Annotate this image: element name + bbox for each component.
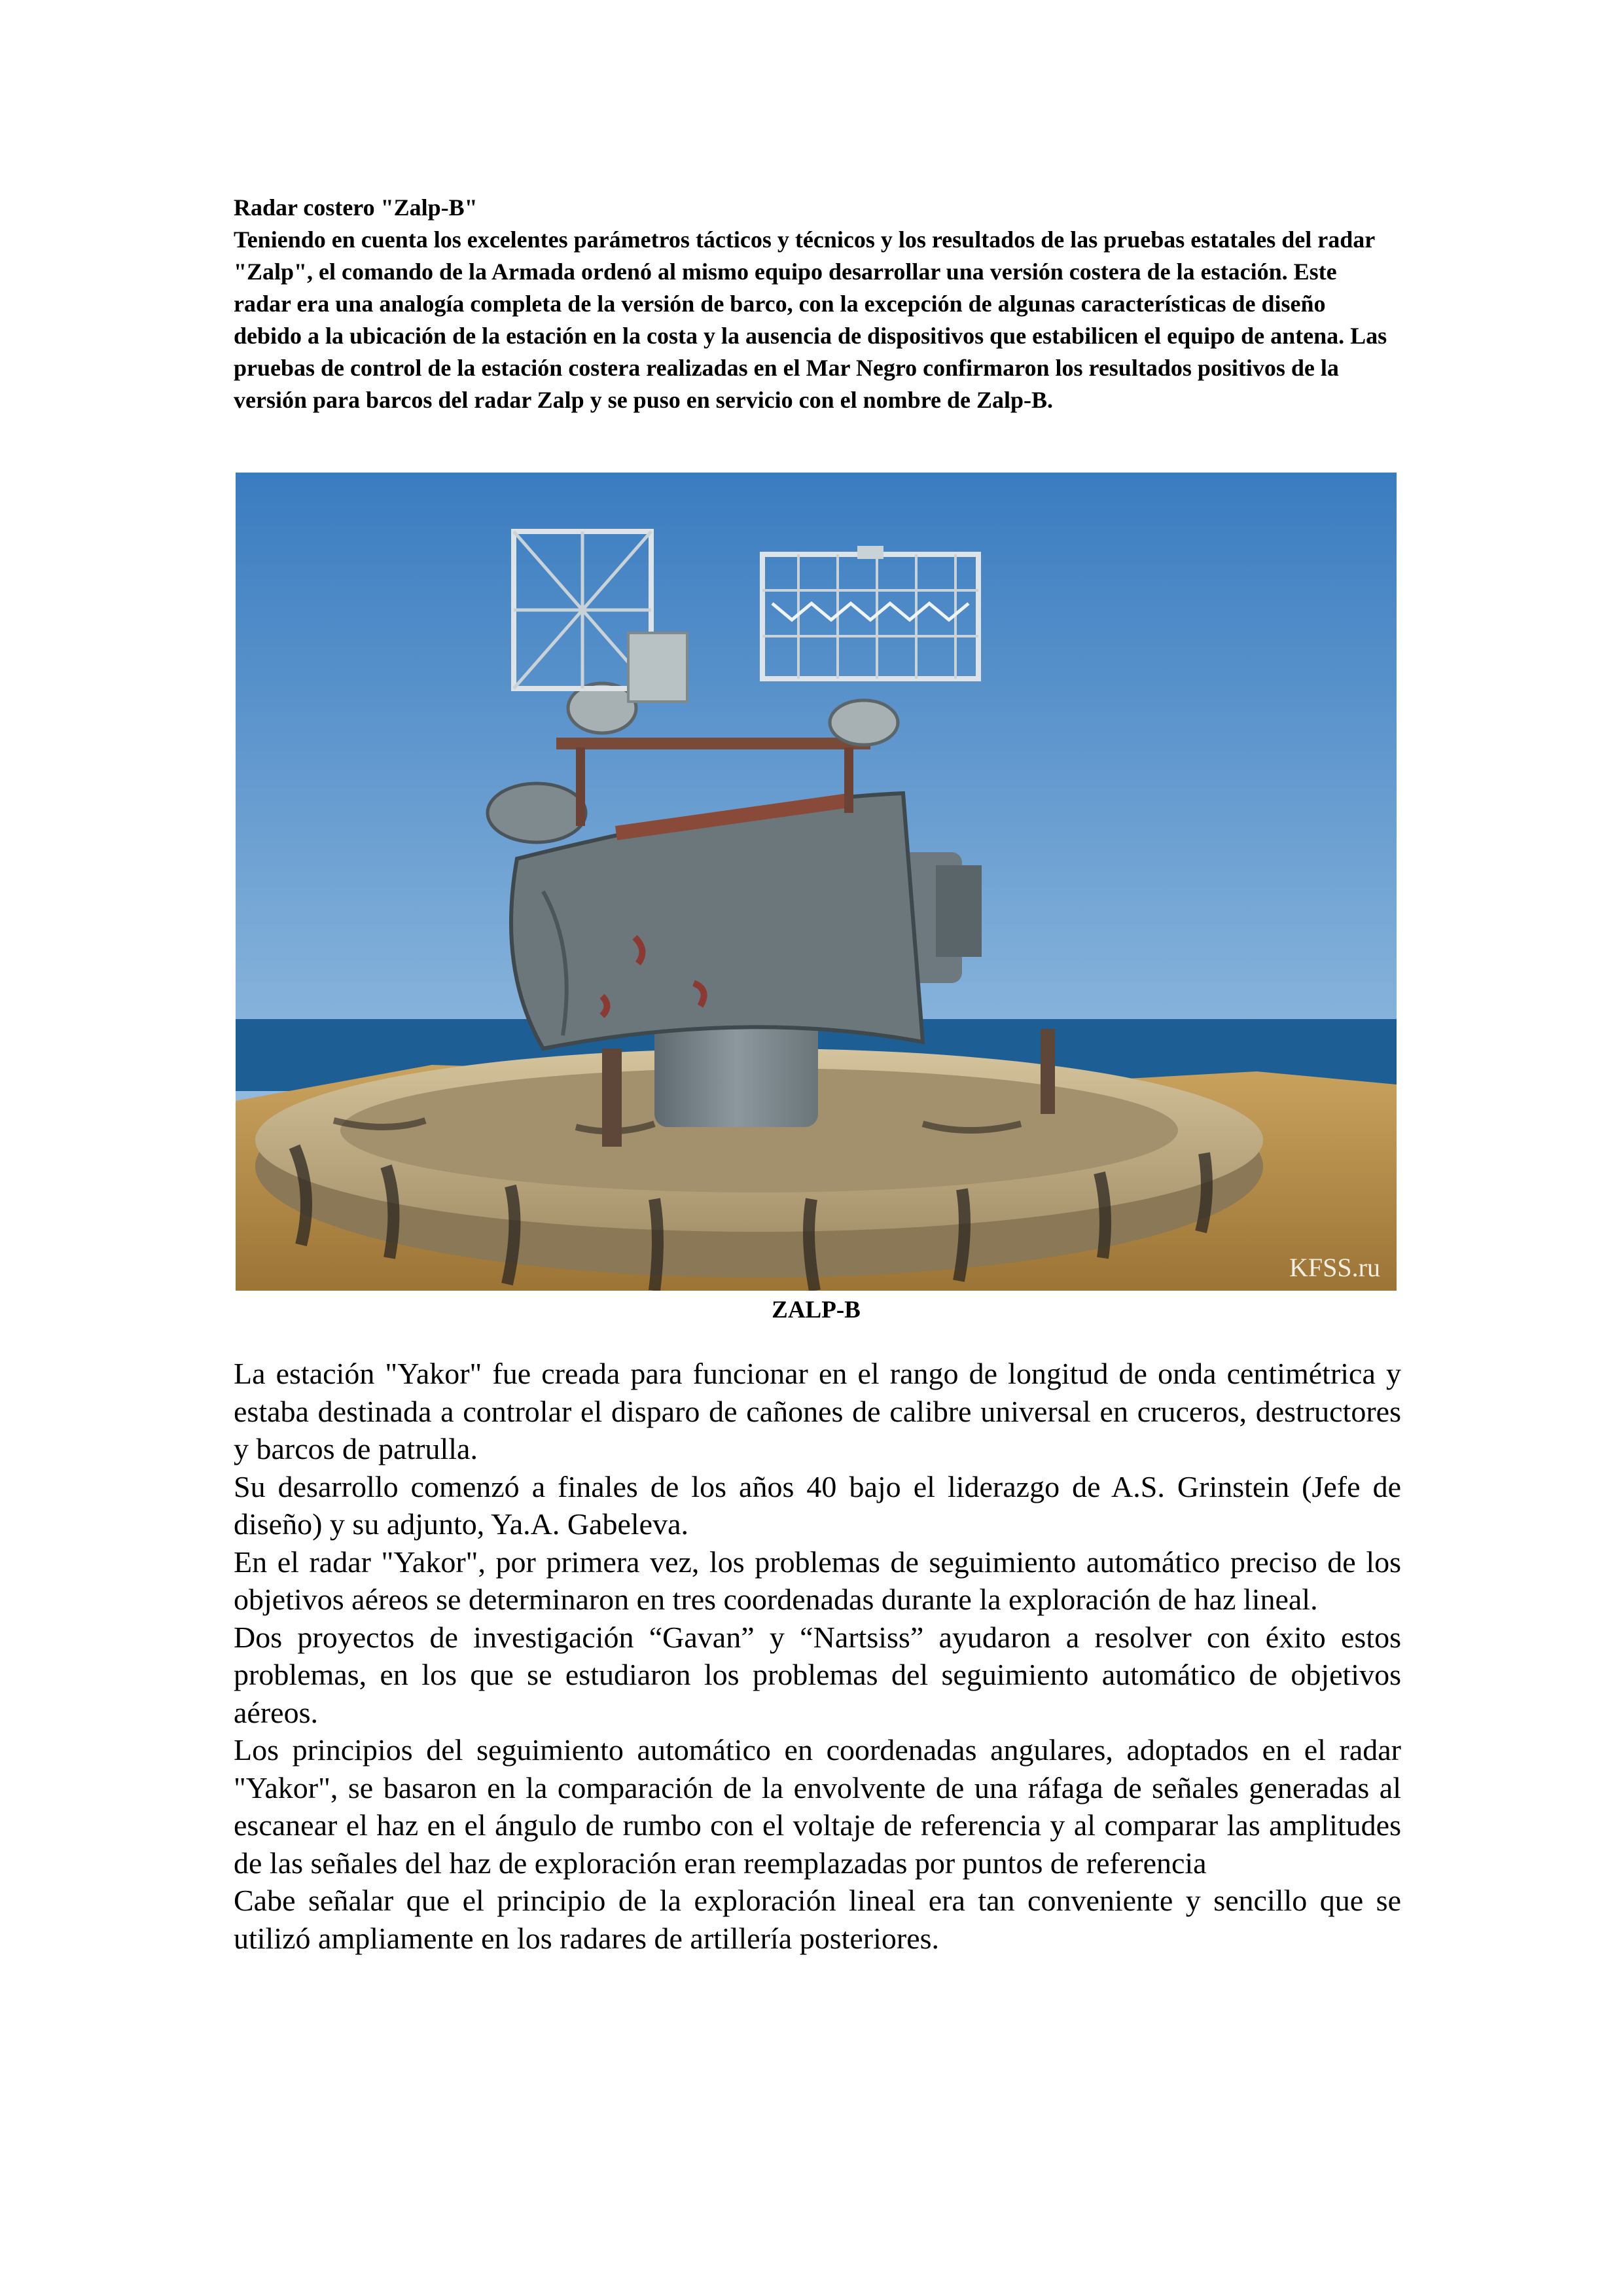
intro-title: Radar costero "Zalp-B": [234, 194, 478, 221]
photo-watermark: KFSS.ru: [1289, 1253, 1380, 1282]
body-paragraph: La estación "Yakor" fue creada para funcionar en el rango de longitud de onda centimétrica y estaba destinada a controlar el disparo de cañones de calibre universal en cruceros, destructores y barcos de patrulla.: [234, 1357, 1401, 1465]
figure-caption: ZALP-B: [772, 1297, 861, 1323]
body-paragraph: Su desarrollo comenzó a finales de los años 40 bajo el liderazgo de A.S. Grinstein (Jefe de diseño) y su adjunto, Ya.A. Gabeleva.: [234, 1469, 1401, 1541]
zalp-b-photo: [236, 473, 1397, 1291]
intro-paragraph: Teniendo en cuenta los excelentes parámetros tácticos y técnicos y los resultados de las pruebas estatales del radar "Zalp", el comando de la Armada ordenó al mismo equipo desarrollar una versión costera de la estación. Este radar era una analogía completa de la versión de barco, con la excepción de algunas características de diseño debido a la ubicación de la estación en la costa y la ausencia de dispositivos que estabilicen el equipo de antena. Las pruebas de control de la estación costera realizadas en el Mar Negro confirmaron los resultados positivos de la versión para barcos del radar Zalp y se puso en servicio con el nombre de Zalp-B.: [234, 226, 1387, 413]
body-paragraph: Los principios del seguimiento automático en coordenadas angulares, adoptados en el radar "Yakor", se basaron en la comparación de la envolvente de una ráfaga de señales generadas al escanear el haz en el ángulo de rumbo con el voltaje de referencia y al comparar las amplitudes de las señales del haz de exploración eran reemplazadas por puntos de referencia: [234, 1733, 1401, 1880]
body-paragraph: En el radar "Yakor", por primera vez, los problemas de seguimiento automático preciso de los objetivos aéreos se determinaron en tres coordenadas durante la exploración de haz lineal.: [234, 1545, 1401, 1616]
parabolic-antenna: [488, 783, 923, 1049]
body-paragraph: Dos proyectos de investigación “Gavan” y “Nartsiss” ayudaron a resolver con éxito estos problemas, en los que se estudiaron los problemas del seguimiento automático de objetivos aéreos.: [234, 1620, 1401, 1729]
intro-section: [234, 192, 1399, 416]
body-section: [234, 1355, 1401, 1957]
body-paragraph: Cabe señalar que el principio de la exploración lineal era tan conveniente y sencillo que se utilizó ampliamente en los radares de artillería posteriores.: [234, 1884, 1401, 1955]
